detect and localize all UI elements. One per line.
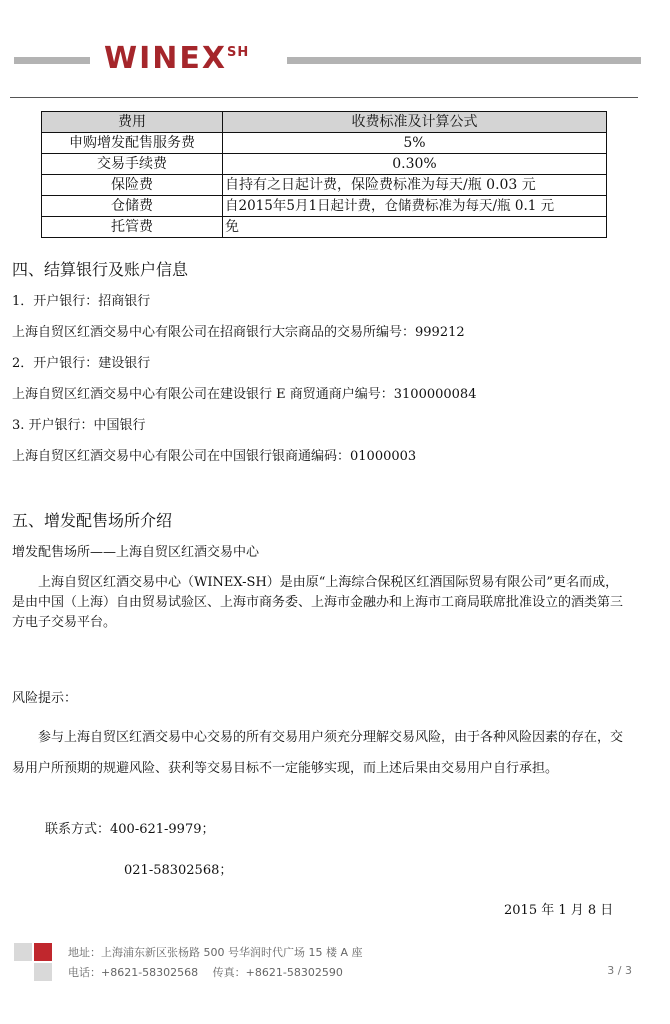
footer-square-gray [14,943,32,961]
risk-body: 参与上海自贸区红酒交易中心交易的所有交易用户须充分理解交易风险，由于各种风险因素的存在，交易用户所预期的规避风险、获利等交易目标不一定能够实现，而上述后果由交易用户自行承担。 [12,730,624,776]
table-row [42,133,607,154]
bank-2-label: 2．开户银行：建设银行 [12,356,151,371]
fee-value: 0.30% [223,154,607,175]
table-row [42,217,607,238]
footer-phones: 电话：+8621-58302568 传真：+8621-58302590 [68,966,343,979]
header-bar-left [14,57,90,64]
table-row [42,175,607,196]
bank-3-detail: 上海自贸区红酒交易中心有限公司在中国银行银商通编码：01000003 [12,449,417,464]
footer-square-red [34,943,52,961]
fee-value: 自2015年5月1日起计费，仓储费标准为每天/瓶 0.1 元 [223,196,607,217]
footer-square-gray-lower [34,963,52,981]
risk-title: 风险提示： [12,691,78,706]
header-standard: 收费标准及计算公式 [223,112,607,133]
section5-title: 五、增发配售场所介绍 [12,511,173,530]
logo-suffix: SH [226,45,250,60]
section5-body: 上海自贸区红酒交易中心（WINEX-SH）是由原“上海综合保税区红酒国际贸易有限公司”更名而成，是由中国（上海）自由贸易试验区、上海市商务委、上海市金融办和上海市工商局联席批准设立的酒类第三方电子交易平台。 [12,575,624,630]
fee-name: 托管费 [42,217,223,238]
document-date: 2015 年 1 月 8 日 [504,903,614,918]
contact-phone-2: 021-58302568； [124,863,233,878]
logo-text: WINEX [104,41,227,76]
header-fee: 费用 [42,112,223,133]
fee-name: 交易手续费 [42,154,223,175]
winex-logo [104,41,250,80]
fee-name: 保险费 [42,175,223,196]
section4-title: 四、结算银行及账户信息 [12,260,189,279]
fee-table [41,111,607,238]
bank-1-detail: 上海自贸区红酒交易中心有限公司在招商银行大宗商品的交易所编号：999212 [12,325,465,340]
bank-3-label: 3. 开户银行：中国银行 [12,418,146,433]
fee-name: 申购增发配售服务费 [42,133,223,154]
fee-table-header [42,112,607,133]
fee-value: 自持有之日起计费，保险费标准为每天/瓶 0.03 元 [223,175,607,196]
section5-subtitle: 增发配售场所——上海自贸区红酒交易中心 [12,545,260,560]
header-bar-right [287,57,641,64]
table-row [42,196,607,217]
header-divider [10,97,638,98]
fee-name: 仓储费 [42,196,223,217]
fee-value: 免 [223,217,607,238]
footer-address: 地址：上海浦东新区张杨路 500 号华润时代广场 15 楼 A 座 [68,946,363,959]
fee-value: 5% [223,133,607,154]
contact-phone-1: 联系方式：400-621-9979； [45,822,215,837]
bank-1-label: 1．开户银行：招商银行 [12,294,151,309]
table-row [42,154,607,175]
bank-2-detail: 上海自贸区红酒交易中心有限公司在建设银行 E 商贸通商户编号：3100000084 [12,387,477,402]
page-number: 3 / 3 [607,964,632,977]
